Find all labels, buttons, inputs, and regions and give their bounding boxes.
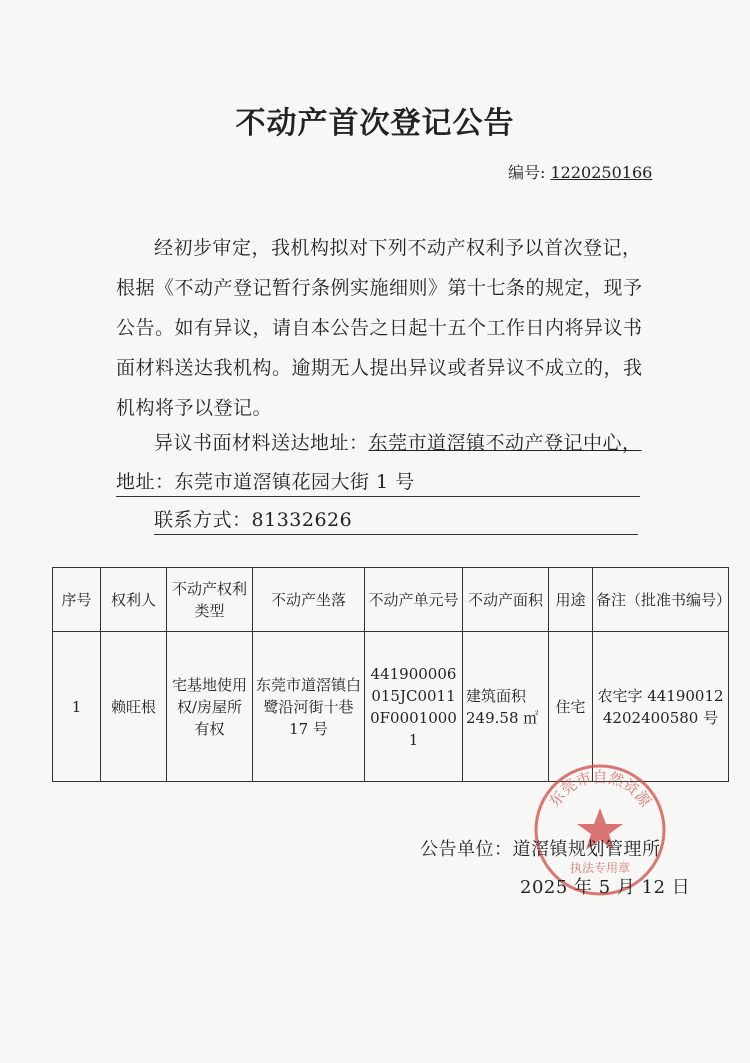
issuer-line: 公告单位：道滘镇规划管理所 (420, 839, 661, 860)
header-owner: 权利人 (101, 568, 167, 632)
header-usage: 用途 (549, 568, 593, 632)
svg-text:东莞市自然资源 (545, 768, 655, 811)
contact-line (154, 505, 638, 535)
header-location: 不动产坐落 (253, 568, 365, 632)
table-row (53, 632, 729, 782)
cell-unit-no: 441900006015JC00110F00010001 (365, 632, 463, 782)
objection-office: 东莞市道滘镇不动产登记中心， (368, 432, 642, 454)
address-line: 地址：东莞市道滘镇花园大街 1 号 (116, 467, 640, 497)
objection-label: 异议书面材料送达地址： (154, 432, 369, 454)
cell-usage: 住宅 (549, 632, 593, 782)
property-table (52, 567, 732, 782)
contact-number: 81332626 (251, 509, 353, 531)
header-unit-no: 不动产单元号 (365, 568, 463, 632)
cell-seq: 1 (53, 632, 101, 782)
document-title: 不动产首次登记公告 (235, 106, 515, 141)
header-area: 不动产面积 (463, 568, 549, 632)
header-remark: 备注（批准书编号） (593, 568, 729, 632)
header-right-type: 不动产权利类型 (167, 568, 253, 632)
objection-address-line (154, 428, 642, 455)
cell-owner: 赖旺根 (101, 632, 167, 782)
seal-sub-text: 执法专用章 (569, 861, 631, 875)
table-header-row (53, 568, 729, 632)
serial-label: 编号: (508, 163, 546, 182)
issue-date: 2025 年 5 月 12 日 (520, 877, 691, 898)
header-seq: 序号 (53, 568, 101, 632)
contact-label: 联系方式： (154, 509, 252, 531)
seal-text: 东莞市自然资源 (545, 768, 655, 811)
serial-value: 1220250166 (550, 163, 653, 182)
cell-location: 东莞市道滘镇白鹭沿河街十巷 17 号 (253, 632, 365, 782)
cell-area: 建筑面积 249.58 ㎡ (463, 632, 549, 782)
cell-right-type: 宅基地使用权/房屋所有权 (167, 632, 253, 782)
serial-number (508, 160, 652, 183)
cell-remark: 农宅字 441900124202400580 号 (593, 632, 729, 782)
body-paragraph: 经初步审定，我机构拟对下列不动产权利予以首次登记，根据《不动产登记暂行条例实施细则》第十七条的规定，现予公告。如有异议，请自本公告之日起十五个工作日内将异议书面材料送达我机构。逾期无人提出异议或者异议不成立的，我机构将予以登记。 (116, 237, 643, 419)
